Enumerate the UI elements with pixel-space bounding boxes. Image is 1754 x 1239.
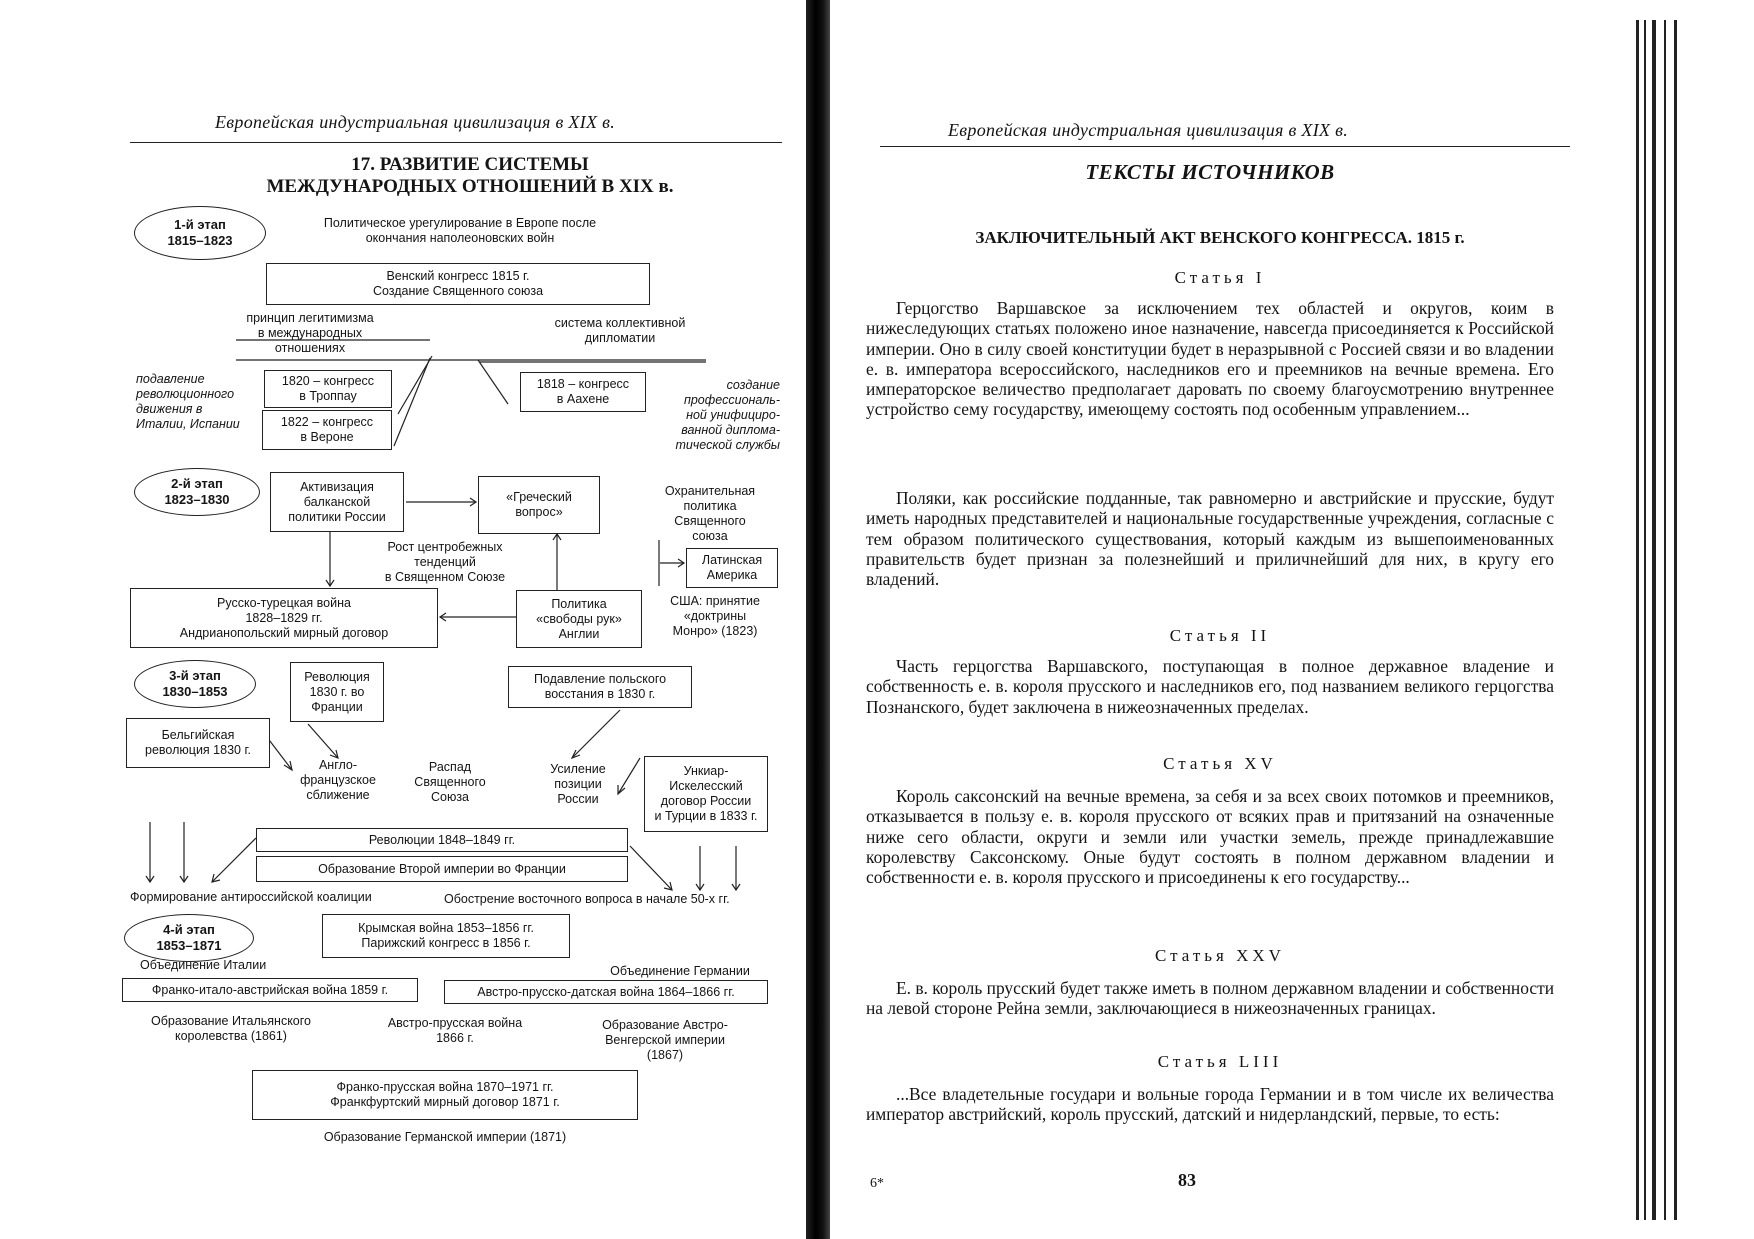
chapter-title-line2: МЕЖДУНАРОДНЫХ ОТНОШЕНИЙ В XIX в. [266,176,674,197]
anglo-french-label: Англо- французское сближение [300,758,376,802]
coalition-label: Формирование антироссийской коалиции [130,890,372,904]
stage3-oval: 3-й этап 1830–1853 [134,660,256,708]
crimean-war-box: Крымская война 1853–1856 гг. Парижский конгресс в 1856 г. [322,914,570,958]
italy-unification-label: Объединение Италии [140,958,267,972]
legitimism-label: принцип легитимизма в международных отношениях [246,311,374,355]
running-head-right: Европейская индустриальная цивилизация в XIX в. [948,120,1349,140]
suppression-label: подавление революционного движения в Италии, Испании [136,372,240,431]
austro-prussian-war-label: Австро-прусская война 1866 г. [387,1016,523,1045]
troppau-box: 1820 – конгресс в Троппау [264,370,392,408]
article-25-paragraph: Е. в. король прусский будет также иметь в полном державном владении и собственности на левой стороне Рейна земли, заключающиеся в нижеозначенных границах. [866,978,1554,1019]
greek-question-box: «Греческий вопрос» [478,476,600,534]
austro-prussian-danish-war-box: Австро-прусско-датская война 1864–1866 гг. [444,980,768,1004]
revolutions-1848-box: Революции 1848–1849 гг. [256,828,628,852]
header-rule-right [880,146,1570,147]
russia-strengthening-label: Усиление позиции России [550,762,606,806]
vienna-congress-box: Венский конгресс 1815 г. Создание Священного союза [266,263,650,305]
germany-unification-label: Объединение Германии [610,964,750,978]
monroe-doctrine-label: США: принятие «доктрины Монро» (1823) [670,594,760,638]
document-title: ЗАКЛЮЧИТЕЛЬНЫЙ АКТ ВЕНСКОГО КОНГРЕССА. 1815 г. [975,228,1465,247]
article-1-paragraph-2: Поляки, как российские подданные, так равномерно и австрийские и прусские, будут иметь народных представителей и национальные государственные учреждения, согласные с тем образом политического существования, который каждым из вышепоименованных правительств будет признан за полезнейший и приличнейший для них, в кругу его владений. [866,488,1554,590]
book-spine [806,0,830,1239]
left-page [0,0,806,1239]
article-2-paragraph: Часть герцогства Варшавского, поступающая в полное державное владение и собственность е. в. короля прусского и наследников его, под названием великого герцогства Познанского, будет заключена в нижеозначенных пределах. [866,656,1554,717]
article-15-heading: Статья XV [1163,754,1277,773]
right-page [830,0,1630,1239]
eastern-question-label: Обострение восточного вопроса в начале 50-х гг. [444,892,730,906]
section-title: ТЕКСТЫ ИСТОЧНИКОВ [1085,160,1335,184]
latin-america-box: Латинская Америка [686,548,778,588]
free-hands-box: Политика «свободы рук» Англии [516,590,642,648]
polish-uprising-box: Подавление польского восстания в 1830 г. [508,666,692,708]
verona-box: 1822 – конгресс в Вероне [262,410,392,450]
stage1-intro: Политическое урегулирование в Европе после окончания наполеоновских войн [323,216,597,245]
protective-policy-label: Охранительная политика Священного союза [664,484,756,543]
running-head-left: Европейская индустриальная цивилизация в XIX в. [215,112,616,132]
page-number: 83 [1178,1170,1196,1190]
balkan-policy-box: Активизация балканской политики России [270,472,404,532]
aachen-box: 1818 – конгресс в Аахене [520,372,646,412]
printer-signature: 6* [870,1176,884,1191]
german-empire-label: Образование Германской империи (1871) [323,1130,567,1144]
austro-hungary-label: Образование Австро- Венгерской империи (1867) [602,1018,728,1062]
franco-prussian-war-box: Франко-прусская война 1870–1971 гг. Франкфуртский мирный договор 1871 г. [252,1070,638,1120]
russo-turkish-war-box: Русско-турецкая война 1828–1829 гг. Андрианопольский мирный договор [130,588,438,648]
italian-kingdom-label: Образование Итальянского королевства (1861) [151,1014,311,1043]
article-1-heading: Статья I [1174,268,1266,287]
page-edge-right [1630,0,1754,1239]
stage1-oval: 1-й этап 1815–1823 [134,206,266,260]
chapter-title-line1: 17. РАЗВИТИЕ СИСТЕМЫ [351,154,589,175]
article-53-heading: Статья LIII [1157,1052,1283,1071]
article-25-heading: Статья XXV [1155,946,1285,965]
stage4-oval: 4-й этап 1853–1871 [124,914,254,962]
unkiar-treaty-box: Ункиар- Искелесский договор России и Турции в 1833 г. [644,756,768,832]
belgian-revolution-box: Бельгийская революция 1830 г. [126,718,270,768]
france-revolution-box: Революция 1830 г. во Франции [290,662,384,722]
article-53-paragraph: ...Все владетельные государи и вольные города Германии и в том числе их величества император австрийский, король прусский, датский и нидерландский, первые, то есть: [866,1084,1554,1125]
franco-italian-war-box: Франко-итало-австрийская война 1859 г. [122,978,418,1002]
centrifugal-label: Рост центробежных тенденций в Священном Союзе [384,540,506,584]
article-1-paragraph-1: Герцогство Варшавское за исключением тех областей и округов, коим в нижеследующих статьях положено иное назначение, навсегда присоединяется к Российской империи. Оно в силу своей конституции будет в неразрывной с Россией связи и во владении е. в. императора всероссийского, наследников его и преемников на вечные времена. Его императорское величество предполагает даровать по своему благоусмотрению внутреннее устройство сему государству, имеющему состоять под особенным управлением... [866,298,1554,420]
collective-diplomacy-label: система коллективной дипломатии [554,316,686,345]
article-15-paragraph: Король саксонский на вечные времена, за себя и за всех своих потомков и преемников, отказывается в пользу е. в. короля прусского от всяких прав и притязаний на означенные ниже сего области, округи и земли или участки земель, прежде принадлежавшие королевству Саксонскому. Оные будут состоять в полном державном владении и собственности е. в. короля прусского и присоединены к его государству... [866,786,1554,888]
second-empire-box: Образование Второй империи во Франции [256,856,628,882]
holy-alliance-collapse-label: Распад Священного Союза [414,760,486,804]
stage2-oval: 2-й этап 1823–1830 [134,468,260,516]
professional-service-label: создание профессиональ- ной унифициро- ванной диплома- тической службы [675,378,780,452]
article-2-heading: Статья II [1169,626,1271,645]
